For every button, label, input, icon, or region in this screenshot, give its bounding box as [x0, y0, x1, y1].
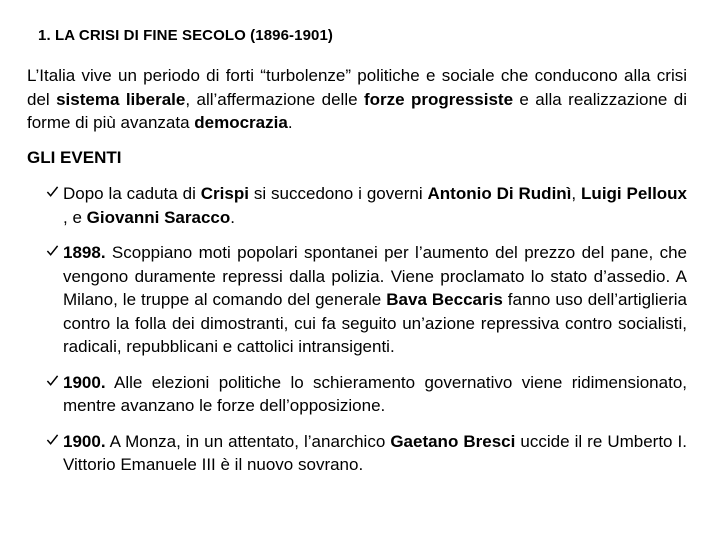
event-item	[27, 241, 687, 359]
event-text: Dopo la caduta di	[63, 184, 201, 203]
intro-text: , all’affermazione delle	[185, 89, 364, 109]
checkmark-icon	[46, 184, 60, 204]
event-text: ,	[571, 184, 582, 203]
checkmark-icon	[46, 373, 60, 393]
event-year: 1900.	[63, 431, 106, 451]
slide-title: 1. LA CRISI DI FINE SECOLO (1896-1901)	[38, 27, 333, 44]
intro-text: L’Italia vive un periodo di forti “turbolenze” politiche e sociale che conducono alla crisi del	[27, 66, 687, 109]
event-text: , e	[63, 207, 87, 227]
event-bold-bava-beccaris: Bava Beccaris	[386, 290, 503, 309]
event-bold-bresci: Gaetano Bresci	[390, 431, 516, 451]
event-bold-saracco: Giovanni Saracco	[86, 207, 231, 227]
events-list	[27, 182, 687, 489]
intro-bold-sistema-liberale: sistema liberale	[56, 89, 186, 109]
event-bold-di-rudini: Antonio Di Rudinì	[427, 184, 572, 203]
event-text: Alle elezioni politiche lo schieramento governativo viene ridimensionato, mentre avanzano le forze dell’opposizione.	[63, 372, 687, 415]
event-text: uccide il re Umberto I. Vittorio Emanuele III è il nuovo sovrano.	[63, 431, 687, 474]
section-title-eventi: GLI EVENTI	[27, 148, 122, 167]
event-bold-pelloux: Luigi Pelloux	[581, 184, 688, 203]
event-year: 1898.	[63, 243, 106, 262]
event-text: si succedono i governi	[248, 184, 428, 203]
event-text: fanno uso dell’artiglieria contro la folla dei dimostranti, cui fa seguito un’azione repressiva contro socialisti, radicali, repubblicani e cattolici intransigenti.	[63, 290, 687, 356]
event-item	[27, 371, 687, 418]
event-text: A Monza, in un attentato, l’anarchico	[105, 431, 391, 451]
intro-paragraph	[27, 64, 687, 135]
event-text: Scoppiano moti popolari spontanei per l’aumento del prezzo del pane, che vengono duramente repressi dalla polizia. Viene proclamato lo stato d’assedio. A Milano, le truppe al comando del generale	[63, 243, 687, 309]
checkmark-icon	[46, 432, 60, 452]
event-item	[27, 182, 687, 229]
intro-bold-democrazia: democrazia	[194, 113, 288, 132]
intro-text: .	[287, 113, 293, 132]
intro-bold-forze-progressiste: forze progressiste	[363, 89, 514, 109]
checkmark-icon	[46, 243, 60, 263]
event-item	[27, 430, 687, 477]
event-year: 1900.	[63, 372, 106, 392]
intro-text: e alla realizzazione di forme di più avanzata	[27, 89, 688, 132]
event-bold-crispi: Crispi	[200, 184, 249, 203]
event-text: .	[230, 207, 235, 227]
